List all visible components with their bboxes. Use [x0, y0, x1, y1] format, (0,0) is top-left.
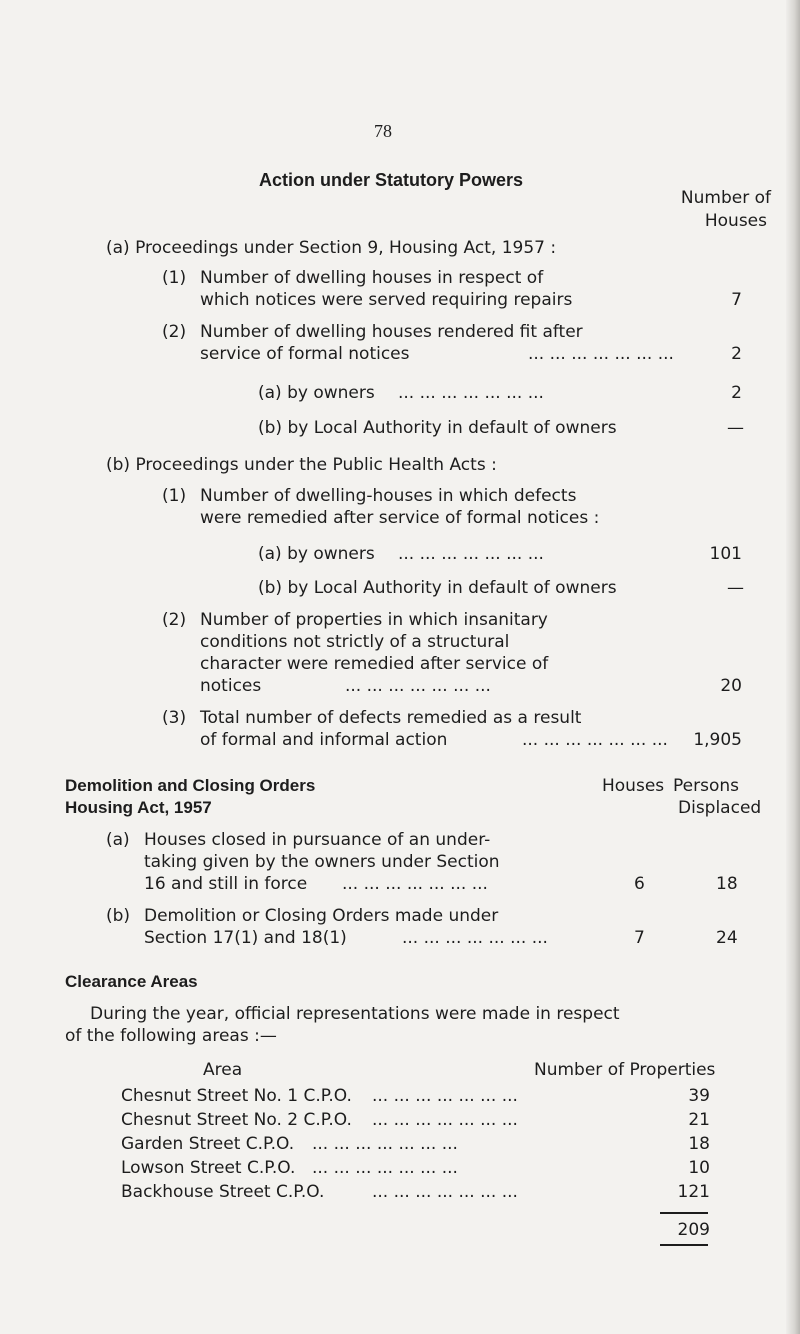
item-a2a-leader-dots: ... ... ... ... ... ... ... — [398, 383, 544, 403]
demolition-a-leader-dots: ... ... ... ... ... ... ... — [342, 874, 488, 894]
clearance-heading: Clearance Areas — [65, 972, 198, 991]
item-a2a-value: 2 — [731, 383, 742, 403]
clearance-total: 209 — [677, 1220, 710, 1240]
demolition-b-line2: Section 17(1) and 18(1) — [144, 928, 347, 948]
item-a2a-label: (a) by owners — [258, 383, 375, 403]
item-a2-leader-dots: ... ... ... ... ... ... ... — [528, 344, 674, 364]
item-a2-line2: service of formal notices — [200, 344, 410, 364]
clearance-leader-dots: ... ... ... ... ... ... ... — [312, 1134, 458, 1154]
column-header-number-of-properties: Number of Properties — [534, 1060, 716, 1080]
item-a1-number: (1) — [162, 268, 187, 288]
item-b2-line1: Number of properties in which insanitary — [200, 610, 548, 630]
clearance-intro-line2: of the following areas :— — [65, 1026, 277, 1046]
column-header-persons: Persons — [673, 776, 739, 796]
item-b1b-label: (b) by Local Authority in default of owners — [258, 578, 617, 598]
subsection-b-title: (b) Proceedings under the Public Health Acts : — [106, 455, 497, 475]
item-b3-number: (3) — [162, 708, 187, 728]
item-b2-line2: conditions not strictly of a structural — [200, 632, 510, 652]
demolition-a-persons: 18 — [716, 874, 738, 894]
clearance-area-name: Garden Street C.P.O. — [121, 1134, 295, 1154]
clearance-area-name: Chesnut Street No. 1 C.P.O. — [121, 1086, 352, 1106]
clearance-property-count: 18 — [688, 1134, 710, 1154]
item-b1-line2: were remedied after service of formal notices : — [200, 508, 600, 528]
item-a2-number: (2) — [162, 322, 187, 342]
clearance-leader-dots: ... ... ... ... ... ... ... — [372, 1182, 518, 1202]
item-b3-value: 1,905 — [693, 730, 742, 750]
item-a2b-value: — — [727, 418, 744, 438]
item-b3-line2: of formal and informal action — [200, 730, 448, 750]
item-a2-line1: Number of dwelling houses rendered fit after — [200, 322, 583, 342]
item-a2-value: 2 — [731, 344, 742, 364]
column-header-number-of: Number of — [680, 188, 771, 208]
item-a2b-label: (b) by Local Authority in default of owners — [258, 418, 617, 438]
demolition-a-line3: 16 and still in force — [144, 874, 308, 894]
clearance-property-count: 10 — [688, 1158, 710, 1178]
demolition-b-houses: 7 — [634, 928, 645, 948]
item-a1-value: 7 — [731, 290, 742, 310]
column-header-area: Area — [203, 1060, 243, 1080]
page-edge-shadow — [786, 0, 800, 1334]
demolition-heading-line1: Demolition and Closing Orders — [65, 776, 316, 795]
demolition-b-persons: 24 — [716, 928, 738, 948]
demolition-a-line2: taking given by the owners under Section — [144, 852, 500, 872]
item-b1-line1: Number of dwelling-houses in which defects — [200, 486, 577, 506]
demolition-heading-line2: Housing Act, 1957 — [65, 798, 212, 817]
demolition-b-number: (b) — [106, 906, 131, 926]
item-a1-line1: Number of dwelling houses in respect of — [200, 268, 544, 288]
demolition-b-leader-dots: ... ... ... ... ... ... ... — [402, 928, 548, 948]
clearance-area-name: Backhouse Street C.P.O. — [121, 1182, 325, 1202]
clearance-property-count: 121 — [677, 1182, 710, 1202]
column-header-houses: Houses — [704, 211, 767, 231]
item-b1a-value: 101 — [709, 544, 742, 564]
item-b1-number: (1) — [162, 486, 187, 506]
item-b2-leader-dots: ... ... ... ... ... ... ... — [345, 676, 491, 696]
demolition-a-line1: Houses closed in pursuance of an under- — [144, 830, 491, 850]
column-header-displaced: Displaced — [678, 798, 762, 818]
clearance-leader-dots: ... ... ... ... ... ... ... — [372, 1086, 518, 1106]
item-b2-line3: character were remedied after service of — [200, 654, 549, 674]
item-b2-line4: notices — [200, 676, 262, 696]
clearance-property-count: 21 — [688, 1110, 710, 1130]
total-rule-top — [660, 1212, 708, 1214]
subsection-a-title: (a) Proceedings under Section 9, Housing Act, 1957 : — [106, 238, 557, 258]
item-b1b-value: — — [727, 578, 744, 598]
item-a1-line2: which notices were served requiring repairs — [200, 290, 573, 310]
demolition-b-line1: Demolition or Closing Orders made under — [144, 906, 499, 926]
clearance-property-count: 39 — [688, 1086, 710, 1106]
clearance-leader-dots: ... ... ... ... ... ... ... — [372, 1110, 518, 1130]
item-b2-number: (2) — [162, 610, 187, 630]
item-b3-line1: Total number of defects remedied as a result — [200, 708, 582, 728]
item-b1a-label: (a) by owners — [258, 544, 375, 564]
demolition-a-houses: 6 — [634, 874, 645, 894]
clearance-intro-line1: During the year, official representations were made in respect — [90, 1004, 620, 1024]
clearance-leader-dots: ... ... ... ... ... ... ... — [312, 1158, 458, 1178]
section-heading-statutory: Action under Statutory Powers — [259, 170, 524, 190]
demolition-a-number: (a) — [106, 830, 130, 850]
item-b1a-leader-dots: ... ... ... ... ... ... ... — [398, 544, 544, 564]
page-number: 78 — [374, 121, 392, 141]
clearance-area-name: Chesnut Street No. 2 C.P.O. — [121, 1110, 352, 1130]
item-b2-value: 20 — [720, 676, 742, 696]
column-header-houses-demolition: Houses — [602, 776, 665, 796]
total-rule-bottom — [660, 1244, 708, 1246]
clearance-area-name: Lowson Street C.P.O. — [121, 1158, 296, 1178]
item-b3-leader-dots: ... ... ... ... ... ... ... — [522, 730, 668, 750]
